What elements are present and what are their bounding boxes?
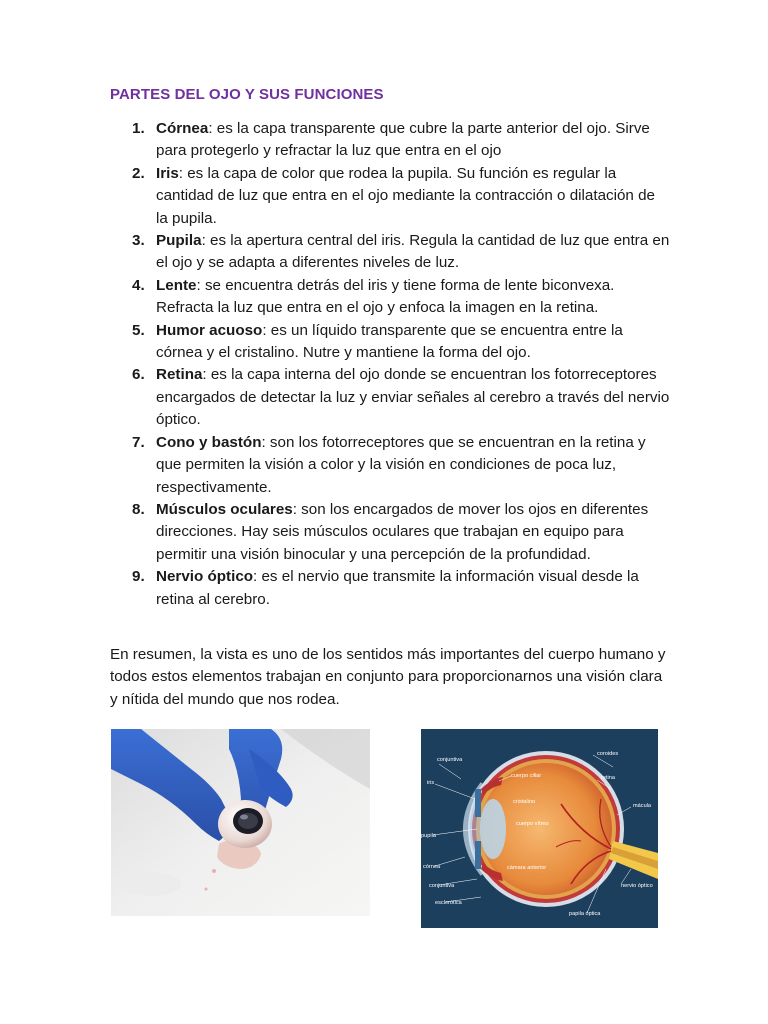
- item-number: 2.: [132, 164, 145, 182]
- item-term: Pupila: [156, 232, 202, 250]
- label-coroides: coroides: [597, 751, 619, 757]
- item-number: 3.: [132, 232, 145, 250]
- label-iris: iris: [427, 780, 435, 786]
- list-item: [110, 230, 670, 275]
- iris-upper: [475, 789, 481, 817]
- list-item: [110, 320, 670, 365]
- item-text: : son los encargados de mover los ojos en diferentes direcciones. Hay seis músculos oculares que trabajan en equipo para permitir una visión binocular y una percepción de la profundidad.: [156, 500, 649, 563]
- list-item: [110, 364, 670, 431]
- eyeball-photo-illustration: [111, 729, 370, 916]
- list-item: [110, 118, 670, 163]
- eyeball-photo: [111, 729, 370, 916]
- list-item: [110, 275, 670, 320]
- item-text: : es un líquido transparente que se encuentra entre la córnea y el cristalino. Nutre y mantiene la forma del ojo.: [156, 321, 623, 362]
- label-cristalino: cristalino: [513, 799, 536, 805]
- label-conjuntiva-bottom: conjuntiva: [429, 883, 455, 889]
- item-text: : es el nervio que transmite la información visual desde la retina al cerebro.: [156, 568, 639, 608]
- eye-anatomy-diagram: [421, 729, 658, 928]
- tray-highlight: [121, 872, 181, 896]
- item-number: 8.: [132, 500, 145, 518]
- summary-paragraph: En resumen, la vista es uno de los sentidos más importantes del cuerpo humano y todos estos elementos trabajan en conjunto para proporcionarnos una visión clara y nítida del mundo que nos rodea.: [110, 646, 666, 708]
- label-cornea: córnea: [423, 864, 441, 870]
- item-term: Cono y bastón: [156, 433, 262, 451]
- parts-list: [110, 118, 670, 611]
- item-text: : son los fotorreceptores que se encuentran en la retina y que permiten la visión a color y la visión en condiciones de poca luz, respectivamente.: [156, 433, 646, 496]
- item-text: : es la capa transparente que cubre la parte anterior del ojo. Sirve para protegerlo y refractar la luz que entra en el ojo: [156, 120, 650, 160]
- item-term: Iris: [156, 164, 179, 182]
- label-macula: mácula: [633, 803, 652, 809]
- item-number: 9.: [132, 568, 145, 586]
- item-term: Retina: [156, 366, 203, 384]
- label-esclerotica: esclerótica: [435, 900, 462, 906]
- label-camara-anterior: cámara anterior: [507, 865, 547, 871]
- item-term: Nervio óptico: [156, 568, 254, 586]
- label-conjuntiva-top: conjuntiva: [437, 757, 463, 763]
- item-text: : es la capa de color que rodea la pupila. Su función es regular la cantidad de luz que entra en el ojo mediante la contracción o dilatación de la pupila.: [156, 164, 655, 227]
- item-text: : es la apertura central del iris. Regula la cantidad de luz que entra en el ojo y se adapta a diferentes niveles de luz.: [156, 232, 670, 272]
- list-item: [110, 432, 670, 499]
- item-text: : es la capa interna del ojo donde se encuentran los fotorreceptores encargados de detectar la luz y enviar señales al cerebro a través del nervio óptico.: [156, 366, 670, 429]
- item-number: 7.: [132, 433, 145, 451]
- item-term: Córnea: [156, 120, 209, 137]
- item-number: 5.: [132, 321, 145, 339]
- lens: [480, 799, 506, 859]
- item-number: 4.: [132, 276, 145, 294]
- item-term: Humor acuoso: [156, 321, 263, 339]
- list-item: [110, 499, 670, 566]
- eye-diagram-illustration: [421, 729, 658, 928]
- label-cuerpo-ciliar: cuerpo ciliar: [511, 773, 542, 779]
- label-nervio-optico: nervio óptico: [621, 883, 653, 889]
- label-cuerpo-vitreo: cuerpo vítreo: [516, 821, 549, 827]
- item-term: Lente: [156, 276, 197, 294]
- list-item: [110, 566, 670, 611]
- stain: [205, 888, 208, 891]
- item-term: Músculos oculares: [156, 500, 293, 518]
- label-pupila: pupila: [421, 833, 436, 839]
- stain: [212, 869, 216, 873]
- reflection: [240, 815, 248, 820]
- label-papila-optica: papila óptica: [569, 911, 601, 917]
- page-title: PARTES DEL OJO Y SUS FUNCIONES: [110, 86, 384, 103]
- iris-lower: [475, 841, 481, 869]
- item-number: 1.: [132, 120, 145, 137]
- label-retina: retina: [601, 775, 615, 781]
- item-text: : se encuentra detrás del iris y tiene forma de lente biconvexa. Refracta la luz que entra en el ojo y enfoca la imagen en la retina.: [156, 276, 615, 317]
- item-number: 6.: [132, 366, 145, 384]
- list-item: [110, 163, 670, 230]
